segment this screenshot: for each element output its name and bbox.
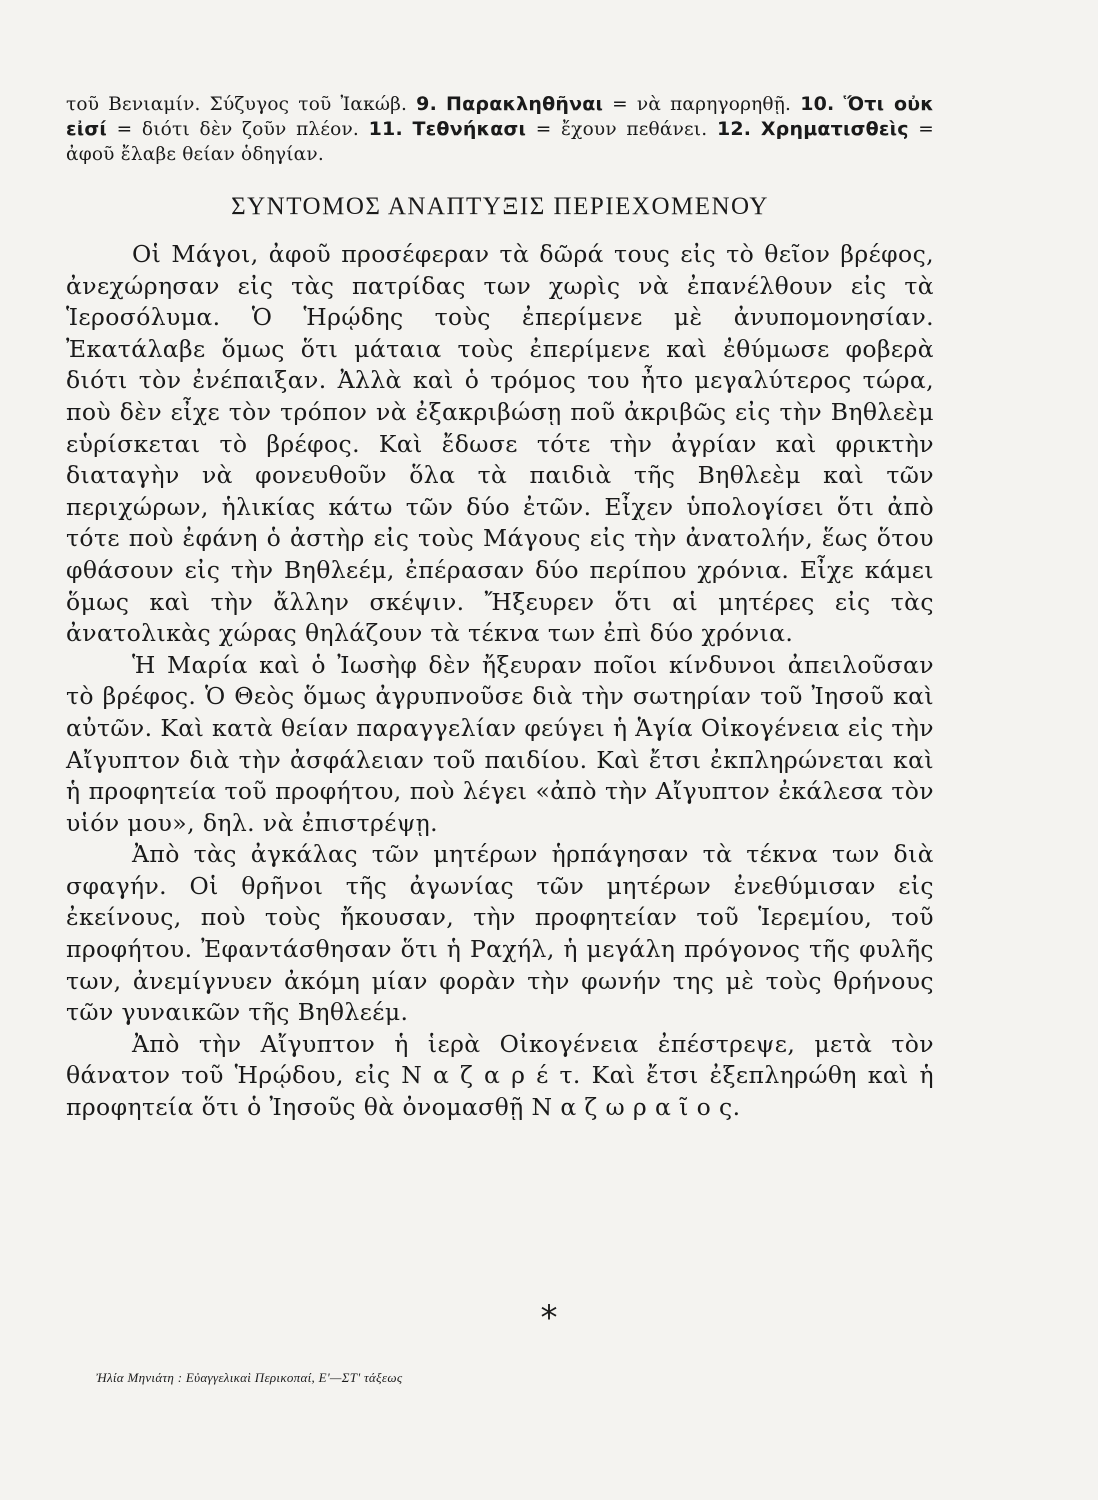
note-12-definition: = ἀφοῦ ἔλαβε θείαν ὁδηγίαν. — [66, 119, 934, 165]
paragraph-3: Ἀπὸ τὰς ἀγκάλας τῶν μητέρων ἡρπάγησαν τὰ τέκνα των διὰ σφαγήν. Οἱ θρῆνοι τῆς ἀγωνίας τῶν μητέρων ἐνεθύμισαν εἰς ἐκείνους, ποὺ τοὺς ἤκουσαν, τὴν προφητείαν τοῦ Ἱερεμίου, τοῦ προφήτου. Ἐφαντάσθησαν ὅτι ἡ Ραχήλ, ἡ μεγάλη πρόγονος τῆς φυλῆς των, ἀνεμίγνυεν ἀκόμη μίαν φορὰν τὴν φωνήν της μὲ τοὺς θρήνους τῶν γυναικῶν τῆς Βηθλεέμ. — [66, 840, 934, 1027]
note-11-term: Τεθνήκασι — [412, 118, 527, 140]
note-12-number: 12. — [716, 118, 752, 140]
note-12-term: Χρηματισθεὶς — [760, 118, 909, 140]
ornament-asterisk: * — [540, 1298, 558, 1338]
book-footer: Ἠλία Μηνιάτη : Εὐαγγελικαὶ Περικοπαί, Ε'—ΣΤ' τάξεως — [96, 1370, 403, 1385]
paragraph-4: Ἀπὸ τὴν Αἴγυπτον ἡ ἱερὰ Οἰκογένεια ἐπέστρεψε, μετὰ τὸν θάνατον τοῦ Ἡρῴδου, εἰς Ν α ζ α ρ έ τ. Καὶ ἔτσι ἐξεπληρώθη καὶ ἡ προφητεία ὅτι ὁ Ἰησοῦς θὰ ὀνομασθῇ Ν α ζ ω ρ α ῖ ο ς. — [66, 1029, 934, 1122]
note-11-number: 11. — [368, 118, 403, 140]
page-content — [66, 92, 934, 1124]
note-9-number: 9. — [416, 93, 437, 115]
note-9-definition: = νὰ παρηγορηθῇ. — [612, 94, 792, 115]
footnotes-block — [66, 92, 934, 167]
note-11-definition: = ἔχουν πεθάνει. — [535, 119, 708, 140]
note-10-number: 10. — [800, 93, 835, 115]
note-8-tail: τοῦ Βενιαμίν. Σύζυγος τοῦ Ἰακώβ. — [66, 94, 408, 115]
body-text — [66, 239, 934, 1124]
paragraph-1: Οἱ Μάγοι, ἀφοῦ προσέφεραν τὰ δῶρά τους εἰς τὸ θεῖον βρέφος, ἀνεχώρησαν εἰς τὰς πατρίδας των χωρὶς νὰ ἐπανέλθουν εἰς τὰ Ἱεροσόλυμα. Ὁ Ἡρῴδης τοὺς ἐπερίμενε μὲ ἀνυπομονησίαν. Ἐκατάλαβε ὅμως ὅτι μάταια τοὺς ἐπερίμενε καὶ ἐθύμωσε φοβερὰ διότι τὸν ἐνέπαιξαν. Ἀλλὰ καὶ ὁ τρόμος του ἦτο μεγαλύτερος τώρα, ποὺ δὲν εἶχε τὸν τρόπον νὰ ἐξακριβώσῃ ποῦ ἀκριβῶς εἰς τὴν Βηθλεὲμ εὑρίσκεται τὸ βρέφος. Καὶ ἔδωσε τότε τὴν ἀγρίαν καὶ φρικτὴν διαταγὴν νὰ φονευθοῦν ὅλα τὰ παιδιὰ τῆς Βηθλεὲμ καὶ τῶν περιχώρων, ἡλικίας κάτω τῶν δύο ἐτῶν. Εἶχεν ὑπολογίσει ὅτι ἀπὸ τότε ποὺ ἐφάνη ὁ ἀστὴρ εἰς τοὺς Μάγους εἰς τὴν ἀνατολήν, ἕως ὅτου φθάσουν εἰς τὴν Βηθλεέμ, ἐπέρασαν δύο περίπου χρόνια. Εἶχε κάμει ὅμως καὶ τὴν ἄλλην σκέψιν. Ἤξευρεν ὅτι αἱ μητέρες εἰς τὰς ἀνατολικὰς χώρας θηλάζουν τὰ τέκνα των ἐπὶ δύο χρόνια. — [66, 240, 934, 648]
note-10-term: Ὅτι οὐκ εἰσί — [66, 93, 934, 140]
note-10-definition: = διότι δὲν ζοῦν πλέον. — [116, 119, 360, 140]
note-9-term: Παρακληθῆναι — [446, 93, 604, 115]
section-heading: ΣΥΝΤΟΜΟΣ ΑΝΑΠΤΥΞΙΣ ΠΕΡΙΕΧΟΜΕΝΟΥ — [231, 193, 769, 220]
paragraph-2: Ἡ Μαρία καὶ ὁ Ἰωσὴφ δὲν ἤξευραν ποῖοι κίνδυνοι ἀπειλοῦσαν τὸ βρέφος. Ὁ Θεὸς ὅμως ἀγρυπνοῦσε διὰ τὴν σωτηρίαν τοῦ Ἰησοῦ καὶ αὐτῶν. Καὶ κατὰ θείαν παραγγελίαν φεύγει ἡ Ἁγία Οἰκογένεια εἰς τὴν Αἴγυπτον διὰ τὴν ἀσφάλειαν τοῦ παιδίου. Καὶ ἔτσι ἐκπληρώνεται καὶ ἡ προφητεία τοῦ προφήτου, ποὺ λέγει «ἀπὸ τὴν Αἴγυπτον ἐκάλεσα τὸν υἱόν μου», δηλ. νὰ ἐπιστρέψῃ. — [66, 650, 934, 837]
